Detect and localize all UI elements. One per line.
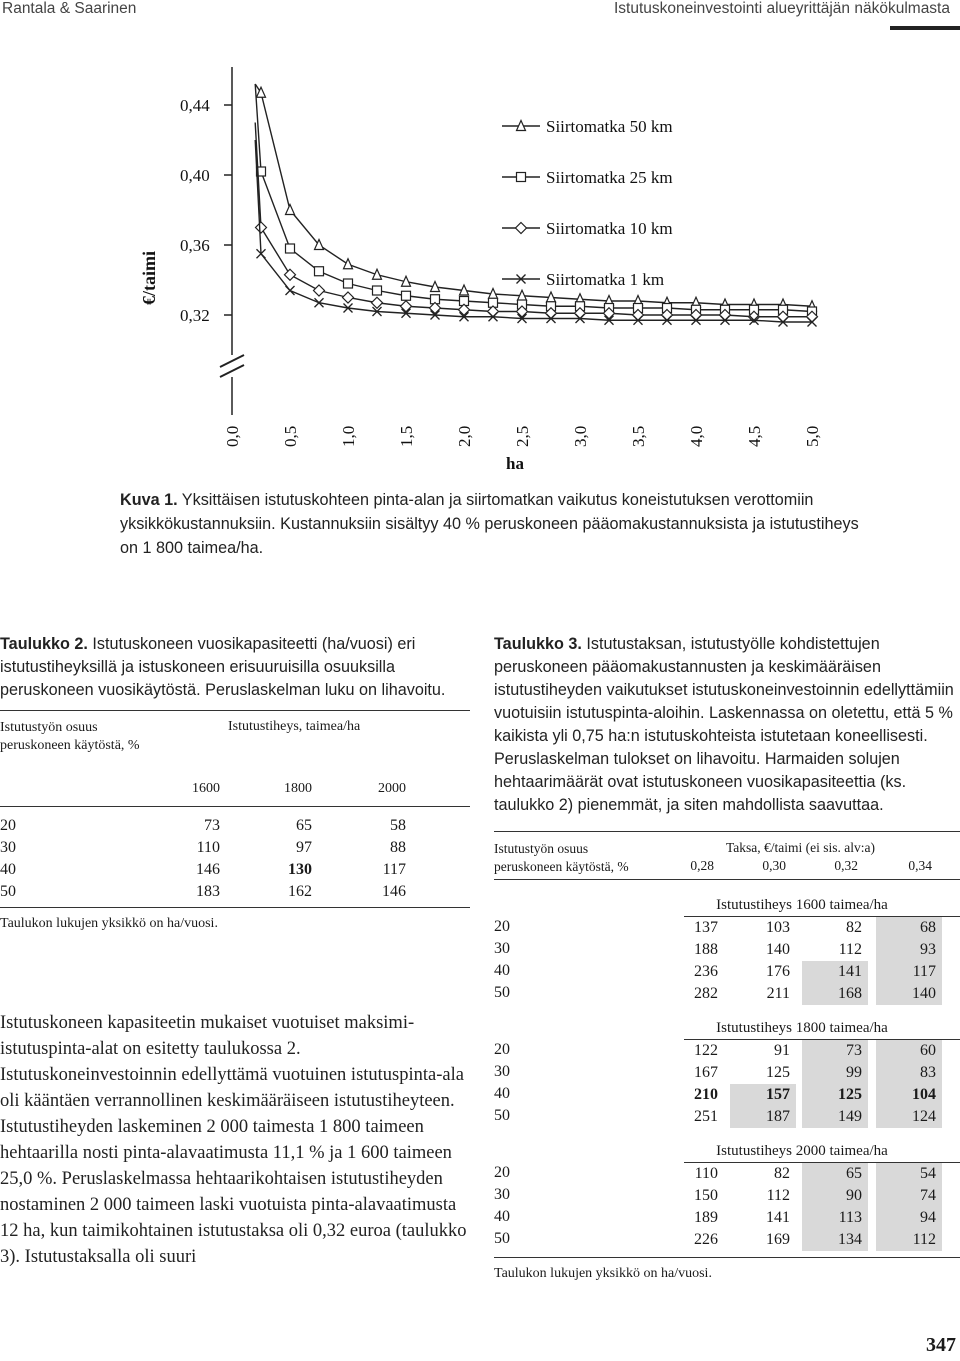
- row-label: 50: [494, 984, 510, 1001]
- table-row: [0, 817, 470, 839]
- page-number: 347: [926, 1334, 956, 1356]
- table-cell: 149: [802, 1106, 868, 1128]
- table-2-caption-text: Istutuskoneen vuosikapasiteetti (ha/vuosi) eri istutustiheyksillä ja istuskoneen erisuuruisilla osuuksilla peruskoneen vuosikäytöstä. Peruslaskelman luku on lihavoitu.: [0, 635, 446, 699]
- table-3-caption: [494, 633, 960, 817]
- table-cell: 94: [876, 1207, 942, 1229]
- table-cell: 68: [876, 917, 942, 939]
- table-cell: 122: [694, 1042, 718, 1059]
- table-cell: 73: [802, 1040, 868, 1062]
- axis-break-mark: [220, 365, 244, 377]
- marker-square: [315, 267, 324, 276]
- marker-square: [344, 279, 353, 288]
- table-cell: 188: [694, 941, 718, 958]
- legend-entry: Siirtomatka 10 km: [546, 219, 673, 238]
- table-2-head-rule: [0, 806, 470, 807]
- y-tick-label: 0,32: [180, 306, 210, 325]
- table-cell: 110: [694, 1165, 718, 1182]
- x-tick-label: 0,0: [223, 425, 242, 447]
- marker-square: [286, 244, 295, 253]
- row-label: 20: [494, 918, 510, 935]
- x-tick-label: 2,5: [513, 425, 532, 447]
- table-cell: 162: [288, 883, 312, 900]
- table-3-bottom-rule: [494, 1257, 960, 1258]
- marker-triangle: [286, 205, 295, 215]
- row-label: 40: [494, 962, 510, 979]
- x-tick-label: 2,0: [455, 425, 474, 447]
- table-cell: 168: [802, 983, 868, 1005]
- row-label: 30: [0, 839, 16, 856]
- table-cell: 58: [390, 817, 406, 834]
- table-row: [0, 839, 470, 861]
- figure-1-label: Kuva 1.: [120, 491, 178, 509]
- table-cell: 82: [774, 1165, 790, 1182]
- series-line: [255, 84, 812, 312]
- table-2-col-2000: 2000: [378, 781, 406, 796]
- x-tick-label: 5,0: [803, 425, 822, 447]
- legend-entry: Siirtomatka 25 km: [546, 168, 673, 187]
- left-column: [0, 633, 470, 1270]
- table-cell: 110: [196, 839, 220, 856]
- table-cell: 83: [876, 1062, 942, 1084]
- table-cell: 187: [730, 1106, 796, 1128]
- table-cell: 91: [774, 1042, 790, 1059]
- table-cell: 73: [204, 817, 220, 834]
- table-cell: 169: [766, 1231, 790, 1248]
- marker-diamond: [343, 292, 354, 303]
- marker-diamond: [372, 297, 383, 308]
- x-tick-label: 0,5: [281, 425, 300, 447]
- row-label: 40: [494, 1208, 510, 1225]
- table-cell: 150: [694, 1187, 718, 1204]
- table-cell: 211: [766, 985, 790, 1002]
- legend-entry: Siirtomatka 1 km: [546, 270, 665, 289]
- table-row: [494, 961, 960, 983]
- table-row: [494, 917, 960, 939]
- x-tick-label: 3,0: [571, 425, 590, 447]
- figure-1-caption-text: Yksittäisen istutuskohteen pinta-alan ja siirtomatkan vaikutus koneistutuksen verottomiin yksikkökustannuksiin. Kustannuksiin sisältyy 40 % peruskoneen pääomakustannuksista ja istutustiheys on 1 800 taimea/ha.: [120, 491, 859, 557]
- row-label: 30: [494, 940, 510, 957]
- table-cell: 90: [802, 1185, 868, 1207]
- table-cell: 210: [694, 1086, 718, 1103]
- table-2-head-right: Istutustiheys, taimea/ha: [228, 719, 361, 734]
- table-row: [494, 939, 960, 961]
- table-cell: 183: [196, 883, 220, 900]
- table-2-label: Taulukko 2.: [0, 635, 88, 653]
- table-cell: 146: [382, 883, 406, 900]
- table-row: [494, 1229, 960, 1251]
- table-cell: 134: [802, 1229, 868, 1251]
- table-row: [494, 1163, 960, 1185]
- table-cell: 74: [876, 1185, 942, 1207]
- table-3-col-034: 0,34: [908, 858, 932, 873]
- row-label: 40: [0, 861, 16, 878]
- running-header-authors: Rantala & Saarinen: [2, 0, 137, 17]
- row-label: 30: [494, 1186, 510, 1203]
- table-3-header: [494, 832, 960, 880]
- table-3-label: Taulukko 3.: [494, 635, 582, 653]
- table-cell: 124: [876, 1106, 942, 1128]
- row-label: 20: [494, 1041, 510, 1058]
- table-row: [0, 861, 470, 883]
- row-label: 40: [494, 1085, 510, 1102]
- table-cell: 60: [876, 1040, 942, 1062]
- marker-triangle: [344, 259, 353, 269]
- table-2-head-left-line2: peruskoneen käytöstä, %: [0, 738, 140, 753]
- table-cell: 117: [382, 861, 406, 878]
- group-title: Istutustiheys 1800 taimea/ha: [716, 1020, 888, 1036]
- row-label: 50: [494, 1230, 510, 1247]
- table-cell: 54: [876, 1163, 942, 1185]
- table-cell: 167: [694, 1064, 718, 1081]
- table-3-head-left-line2: peruskoneen käytöstä, %: [494, 859, 629, 874]
- table-row: [494, 1040, 960, 1062]
- table-cell: 282: [694, 985, 718, 1002]
- running-header-title: Istutuskoneinvestointi alueyrittäjän näkökulmasta: [613, 0, 950, 17]
- row-label: 20: [494, 1164, 510, 1181]
- table-cell: 125: [766, 1064, 790, 1081]
- marker-square: [373, 286, 382, 295]
- table-cell: 140: [876, 983, 942, 1005]
- table-cell: 99: [802, 1062, 868, 1084]
- table-3-head-left-line1: Istutustyön osuus: [494, 841, 589, 856]
- marker-square: [402, 291, 411, 300]
- y-tick-label: 0,44: [180, 96, 210, 115]
- table-cell: 104: [876, 1084, 942, 1106]
- table-cell: 117: [876, 961, 942, 983]
- table-3-col-028: 0,28: [690, 858, 714, 873]
- row-label: 50: [0, 883, 16, 900]
- marker-diamond: [314, 285, 325, 296]
- table-cell: 112: [838, 941, 862, 958]
- table-3-col-032: 0,32: [834, 858, 858, 873]
- x-axis-label: ha: [506, 454, 524, 473]
- table-3: [494, 831, 960, 1258]
- table-2-head-left: [0, 719, 140, 755]
- table-2-note: Taulukon lukujen yksikkö on ha/vuosi.: [0, 916, 218, 931]
- table-cell: 141: [802, 961, 868, 983]
- x-tick-label: 4,5: [745, 425, 764, 447]
- marker-diamond: [516, 223, 527, 234]
- table-row: [494, 1106, 960, 1128]
- x-tick-label: 4,0: [687, 425, 706, 447]
- table-cell: 146: [196, 861, 220, 878]
- table-cell: 130: [288, 861, 312, 878]
- table-cell: 82: [846, 919, 862, 936]
- table-cell: 140: [766, 941, 790, 958]
- marker-diamond: [285, 269, 296, 280]
- body-paragraph: Istutuskoneen kapasiteetin mukaiset vuotuiset maksimi-istutuspinta-alat on esitetty taulukossa 2. Istutuskoneinvestoinnin edellyttämä vuotuinen istutuspinta-ala oli kääntäen verrannollinen keskimääräiseen istutustiheyteen. Istutustiheyden laskeminen 2 000 taimesta 1 800 taimeen hehtaarilla nosti pinta-alavaatimusta 11,1 % ja 1 600 taimeen 25,0 %. Peruslaskelmassa hehtaarikohtaisen istutustiheyden nostaminen 2 000 taimeen laski vuotuista pinta-alavaatimusta 12 ha, kun taimikohtainen istutustaksa oli 0,32 euroa (taulukko 3). Istutustaksalla oli suuri: [0, 1013, 467, 1267]
- table-cell: 103: [766, 919, 790, 936]
- table-2-head-left-line1: Istutustyön osuus: [0, 720, 98, 735]
- table-cell: 189: [694, 1209, 718, 1226]
- table-3-head-left: [494, 840, 629, 876]
- table-cell: 88: [390, 839, 406, 856]
- table-cell: 157: [730, 1084, 796, 1106]
- y-axis-label: €/taimi: [139, 251, 159, 305]
- table-2: [0, 710, 470, 908]
- right-column: [494, 633, 960, 1282]
- table-cell: 97: [296, 839, 312, 856]
- row-label: 50: [494, 1107, 510, 1124]
- table-cell: 113: [802, 1207, 868, 1229]
- figure-1-caption: [120, 488, 860, 560]
- table-2-col-1600: 1600: [192, 781, 220, 796]
- table-3-head-right: Taksa, €/taimi (ei sis. alv:a): [726, 840, 876, 855]
- row-label: 20: [0, 817, 16, 834]
- y-tick-label: 0,36: [180, 236, 210, 255]
- table-row: [494, 1084, 960, 1106]
- group-title: Istutustiheys 2000 taimea/ha: [716, 1143, 888, 1159]
- table-2-caption: [0, 633, 470, 702]
- table-cell: 65: [296, 817, 312, 834]
- table-cell: 65: [802, 1163, 868, 1185]
- x-tick-label: 1,5: [397, 425, 416, 447]
- table-cell: 93: [876, 939, 942, 961]
- series-line: [255, 123, 812, 317]
- table-row: [494, 1207, 960, 1229]
- table-cell: 137: [694, 919, 718, 936]
- table-row: [0, 883, 470, 905]
- series-line: [255, 84, 812, 306]
- y-tick-label: 0,40: [180, 166, 210, 185]
- table-cell: 176: [766, 963, 790, 980]
- table-3-caption-text: Istutustaksan, istutustyölle kohdistettujen peruskoneen pääomakustannusten ja keskimääräisen istutustiheyden vaikutukset istutuskoneinvestoinnin edellyttämiin vuotuisiin istutuspinta-aloihin. Laskennassa on oletettu, että 5 % kaikista yli 0,75 ha:n istutuskohteista istutetaan koneellisesti. Peruslaskelman tulokset on lihavoitu. Harmaiden solujen hehtaarimäärät ovat istutuskoneen vuosikapasiteettia (ks. taulukko 2) pienemmät, ja siten mahdollista saavuttaa.: [494, 635, 954, 814]
- group-title: Istutustiheys 1600 taimea/ha: [716, 897, 888, 913]
- marker-diamond: [256, 222, 267, 233]
- table-cell: 112: [766, 1187, 790, 1204]
- table-row: [494, 983, 960, 1005]
- row-label: 30: [494, 1063, 510, 1080]
- table-row: [494, 1062, 960, 1084]
- legend-entry: Siirtomatka 50 km: [546, 117, 673, 136]
- table-3-col-030: 0,30: [762, 858, 786, 873]
- table-3-note: Taulukon lukujen yksikkö on ha/vuosi.: [494, 1266, 712, 1281]
- marker-square: [517, 173, 526, 182]
- table-2-col-1800: 1800: [284, 781, 312, 796]
- x-tick-label: 1,0: [339, 425, 358, 447]
- table-row: [494, 1185, 960, 1207]
- x-tick-label: 3,5: [629, 425, 648, 447]
- figure-1-chart: [0, 55, 960, 475]
- axis-break-mark: [220, 355, 244, 367]
- table-cell: 226: [694, 1231, 718, 1248]
- table-cell: 141: [766, 1209, 790, 1226]
- table-cell: 125: [802, 1084, 868, 1106]
- table-cell: 112: [876, 1229, 942, 1251]
- table-cell: 236: [694, 963, 718, 980]
- table-cell: 251: [694, 1108, 718, 1125]
- header-rule: [890, 26, 960, 30]
